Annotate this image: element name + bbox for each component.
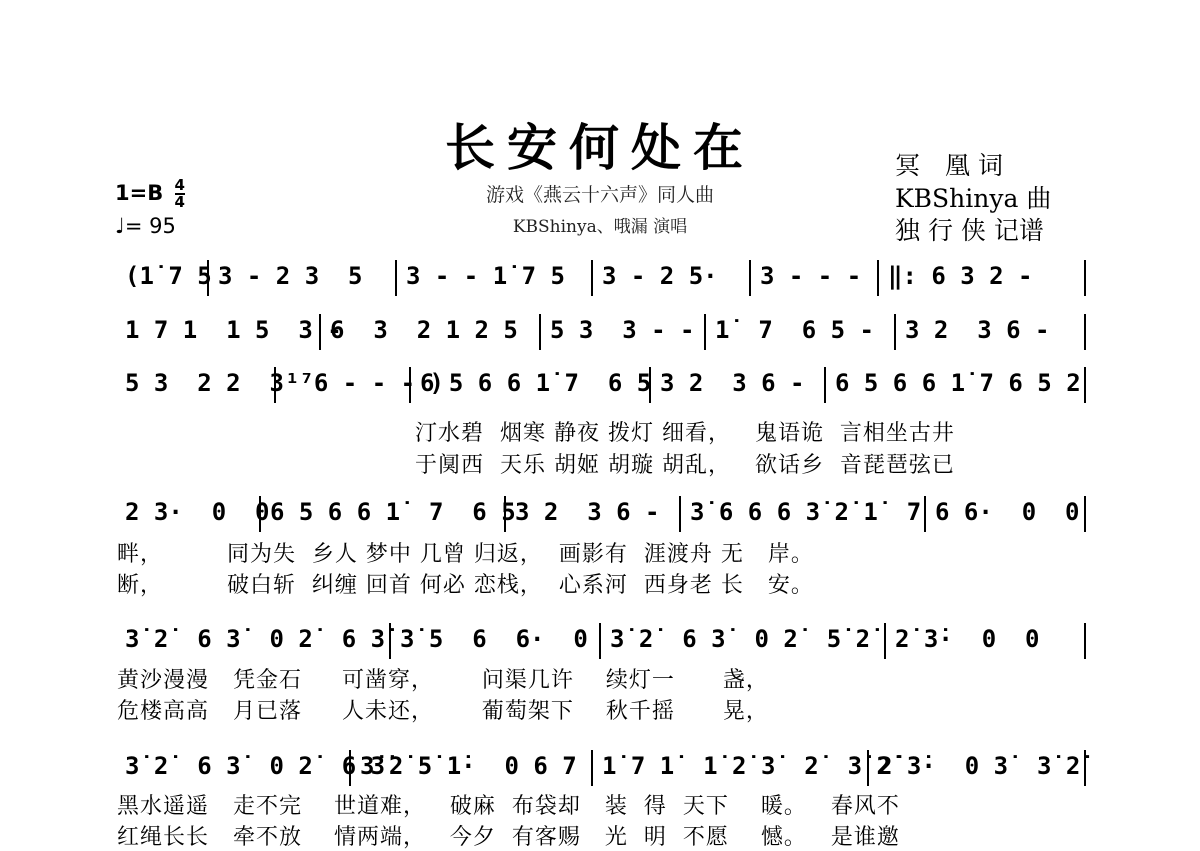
measure-notes: 3 - 2 5· (602, 262, 718, 290)
measure-notes: 1̇ 7 1̇ 1̇ 2̇ 3̇ 2̇ 3̇ 2̇ (602, 752, 891, 780)
time-signature-top: 4 (174, 176, 185, 194)
measure-notes: ‖: 6 3 2 - (888, 262, 1033, 290)
measure-notes: 3̇ 2̇ 6 3̇ 0 2̇ 6 3̇ (125, 752, 386, 780)
composer-credit: KBShinya 曲 (895, 184, 1052, 213)
measure-notes: 6 5 6 6 1̇ 7 6 5 (420, 369, 652, 397)
measure-notes: ¹⁷6 - - - ) (285, 369, 444, 397)
measure-notes: 3 - - - (760, 262, 862, 290)
measure-notes: 6 3 2 1 2 5 (330, 316, 518, 344)
transcriber-credit: 独 行 侠 记谱 (895, 216, 1044, 245)
measure-notes: 3̇ 2̇ 6 3̇ 0 2̇ 6 3̇ (125, 625, 386, 653)
measure-notes: 2 3· 0 0 (125, 498, 270, 526)
measure-notes: 6 5 6 6 1̇ 7 6 5 (270, 498, 516, 526)
lyric-line: 断， 破白斩 纠缠 回首 何必 恋栈， 心系河 西身老 长 安。 (117, 573, 814, 598)
tempo-marking: ♩= 95 (115, 214, 176, 238)
time-signature-bottom: 4 (174, 193, 185, 211)
measure-notes: 3̇ 5 6 6· 0 (400, 625, 588, 653)
time-signature (175, 178, 185, 210)
measure-notes: 5 3 3 - - (550, 316, 695, 344)
measure-notes: 6 6· 0 0 (935, 498, 1080, 526)
measure-notes: 2̇ 3̇· 0 0 (895, 625, 1040, 653)
measure-notes: 3 - 2 3 5 (218, 262, 363, 290)
measure-notes: (1̇ 7 5 (125, 262, 212, 290)
lyric-line: 危楼高高 月已落 人未还， 葡萄架下 秋千摇 晃， (117, 699, 769, 724)
measure-notes: 3 2 3 6 - (515, 498, 660, 526)
lyric-line: 汀水碧 烟寒 静夜 拨灯 细看， 鬼语诡 言相坐古井 (415, 421, 955, 446)
song-title: 长安何处在 (445, 118, 755, 177)
measure-notes: 3̇ 2̇ 5̇ 1̇· 0 6 7 (360, 752, 577, 780)
lyric-line: 于阒西 天乐 胡姬 胡璇 胡乱， 欲话乡 音琵琶弦已 (415, 453, 955, 478)
measure-notes: 6 5 6 6 1̇ 7 6 5 2 (835, 369, 1081, 397)
lyric-line: 红绳长长 牵不放 情两端， 今夕 有客赐 光 明 不愿 憾。 是谁邀 (117, 825, 900, 850)
lyricist-credit: 冥 凰 词 (895, 151, 1003, 180)
key-label: 1=B (115, 181, 164, 205)
measure-notes: 2̇ 3̇· 0 3̇ 3̇ 2̇ (878, 752, 1081, 780)
measure-notes: 3 2 3 6 - (905, 316, 1050, 344)
measure-notes: 3 2 3 6 - (660, 369, 805, 397)
measure-notes: 3̇ 6 6 6 3̇ 2̇ 1̇ 7 (690, 498, 922, 526)
key-signature (115, 178, 185, 210)
lyric-line: 黄沙漫漫 凭金石 可凿穿， 问渠几许 续灯一 盏， (117, 668, 769, 693)
measure-notes: 1 7 1 1 5 3 - (125, 316, 342, 344)
measure-notes: 3 - - 1̇ 7 5 (406, 262, 565, 290)
lyric-line: 黑水遥遥 走不完 世道难， 破麻 布袋却 装 得 天下 暖。 春风不 (117, 794, 900, 819)
measure-notes: 1̇ 7 6 5 - (715, 316, 874, 344)
measure-notes: 3̇ 2̇ 6 3̇ 0 2̇ 5̇ 2̇ (610, 625, 871, 653)
measure-notes: 5 3 2 2 3 (125, 369, 284, 397)
song-subtitle: 游戏《燕云十六声》同人曲 (485, 184, 714, 206)
lyric-line: 畔， 同为失 乡人 梦中 几曾 归返， 画影有 涯渡舟 无 岸。 (117, 542, 814, 567)
performers: KBShinya、哦漏 演唱 (512, 217, 688, 237)
